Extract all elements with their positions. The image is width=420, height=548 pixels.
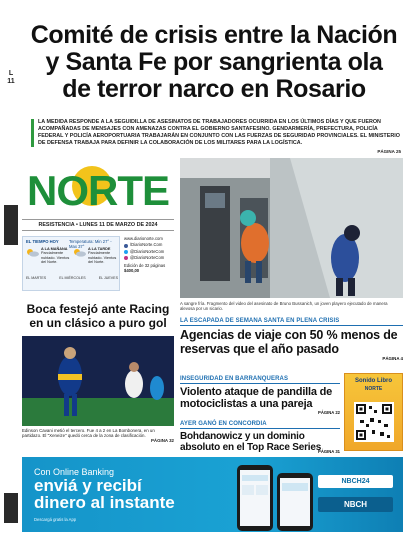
crime-scene-photo [180, 158, 403, 298]
partly-cloudy-icon [26, 248, 39, 257]
story-title: Bohdanowicz y un dominio absoluto en el Top Race Series [180, 431, 322, 454]
weather-morning [26, 247, 72, 267]
racing-caption-text: Edinson Cavani metió el tercero. Fue 4 a 2 en La Bombonera, en un partidazo. El "Xeneize" quedó cerca de la zona de clasificación. [22, 428, 155, 439]
main-headline [22, 22, 406, 103]
nbch-brand: NBCH [318, 497, 393, 512]
weather-forecast [26, 276, 118, 280]
phone-mockup-icon [227, 463, 317, 532]
instagram-icon [124, 256, 128, 260]
twitter-icon [124, 250, 128, 254]
forecast-day: EL JUEVES [98, 276, 118, 280]
partly-cloudy-icon [73, 248, 86, 257]
story-racing-series[interactable] [180, 421, 340, 454]
ad-side-strip [4, 493, 18, 523]
lead-subhead [31, 119, 401, 155]
masthead-logo [22, 158, 174, 218]
racing-headline[interactable]: Boca festejó ante Racing en un clásico a puro gol [26, 302, 170, 330]
banking-ad[interactable] [22, 457, 403, 532]
headline-line-1: Comité de crisis entre la Nación [30, 21, 398, 49]
photo-caption: A sangre fría. Fragmento del video del asesinato de Bruno Bussanich, un joven playero ejecutado de manera alevosa por un sicario. [180, 301, 388, 312]
social-links [124, 236, 174, 291]
nbch24-brand: NBCH24 [318, 475, 393, 488]
subhead-page: PÁGINA 25 [377, 149, 401, 155]
story-page: PÁGINA 31 [318, 449, 340, 454]
afternoon-label: A LA TARDE [88, 247, 111, 251]
edition-pages: Edición de 32 páginas [124, 262, 166, 268]
facebook-icon [124, 244, 128, 248]
racing-photo [22, 336, 174, 426]
logo-text: NORTE [27, 167, 169, 214]
afternoon-text: Parcialmente nublado. Vientos del Norte. [88, 251, 117, 265]
edition-price: $400,00 [124, 267, 140, 273]
subhead-text: LA MEDIDA RESPONDE A LA SEGUIDILLA DE ASESINATOS DE TRABAJADORES OCURRIDA EN LOS ÚLTIMOS DÍAS Y QUE FUERON ACOMPAÑADAS DE MENSAJES CON AMENAZAS CONTRA EL GOBIERNO SANTAFESINO. GENDARMERÍA, PREFECTURA, POLICÍA FEDERAL Y POLICÍA AEROPORTUARIA TRABAJARÁN EN CONJUNTO CON LAS FUERZAS DE SEGURIDAD PROVINCIALES. EL MINISTERIO DE DEFENSA TRABAJA PARA DEFINIR LA COLABORACIÓN DE LOS MILITARES PARA LA LOGÍSTICA. [38, 119, 400, 147]
ad-small-text: Descargá gratis la App [34, 517, 77, 522]
norte-logo-icon [22, 158, 174, 218]
headline-line-2: y Santa Fe por sangrienta ola [45, 48, 383, 76]
instagram-link[interactable] [124, 255, 174, 261]
morning-label: A LA MAÑANA [41, 247, 68, 251]
cctv-photo-icon [180, 158, 403, 298]
story-page: PÁGINA 4 [382, 356, 403, 361]
story-title: Violento ataque de pandilla de motociclistas a una pareja [180, 386, 333, 411]
ad-line-3: dinero al instante [34, 493, 175, 512]
web-text: www.diarionorte.com [124, 236, 163, 241]
forecast-day: EL MIÉRCOLES [59, 276, 86, 280]
instagram-text: @DiarioNorteCom [130, 255, 165, 261]
edition-tag: L 11 [7, 70, 15, 85]
facebook-text: /DiarioNorte.Com [130, 242, 163, 248]
racing-page: PÁGINA 32 [150, 438, 174, 444]
side-strip [4, 205, 18, 245]
qr-code-icon[interactable] [354, 402, 394, 442]
story-insecurity[interactable] [180, 376, 340, 415]
weather-title: EL TIEMPO HOY [26, 239, 59, 244]
racing-caption [22, 428, 174, 444]
dateline: RESISTENCIA • LUNES 11 DE MARZO DE 2024 [22, 219, 174, 231]
edition-info [124, 263, 174, 273]
sponsor-box[interactable] [344, 373, 403, 451]
story-kicker: LA ESCAPADA DE SEMANA SANTA EN PLENA CRISIS [180, 318, 403, 326]
sponsor-subtitle: NORTE [364, 386, 383, 392]
football-photo-icon [22, 336, 174, 426]
story-kicker: INSEGURIDAD EN BARRANQUERAS [180, 376, 340, 384]
weather-temp: Temperatura: Min 27° - Max 37° [69, 239, 112, 249]
weather-afternoon [73, 247, 119, 267]
story-travel[interactable] [180, 318, 403, 361]
forecast-day: EL MARTES [26, 276, 47, 280]
story-kicker: AYER GANÓ EN CONCORDIA [180, 421, 340, 429]
sponsor-title: Sonido Libro [355, 378, 392, 384]
twitter-text: @DiarioNorteCom [130, 248, 165, 254]
headline-line-3: de terror narco en Rosario [62, 75, 366, 103]
weather-box [22, 236, 120, 291]
ad-line-2: enviá y recibí [34, 476, 142, 495]
story-title: Agencias de viaje con 50 % menos de reservas que el año pasado [180, 328, 398, 356]
morning-text: Parcialmente nublado. Vientos del Norte. [41, 251, 70, 265]
ad-line-1: Con Online Banking [34, 467, 115, 477]
story-page: PÁGINA 22 [318, 410, 340, 415]
